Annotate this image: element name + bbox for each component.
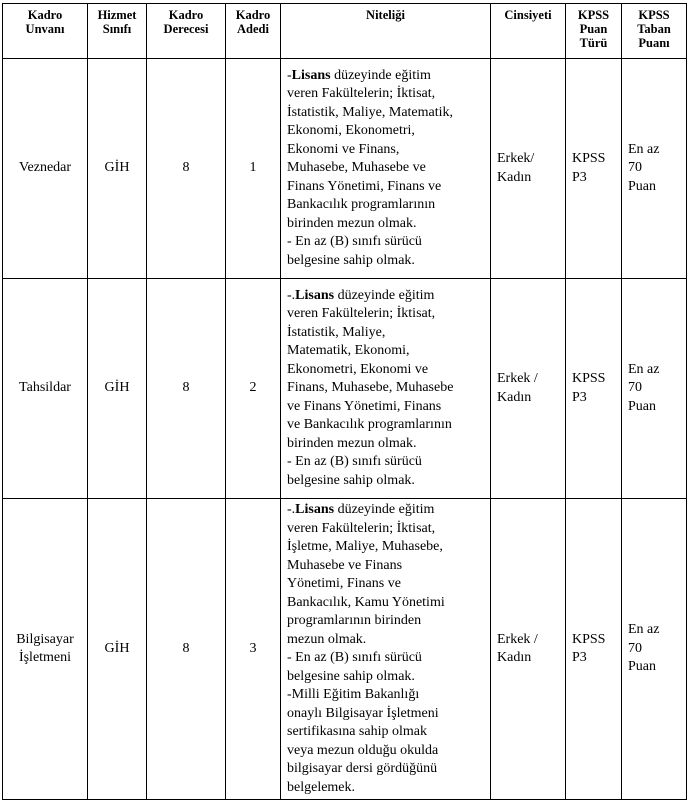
cell-kpss-puan-turu bbox=[566, 59, 622, 279]
cell-line: Unvanı bbox=[25, 22, 65, 36]
cell-kadro-derecesi: 8 bbox=[147, 59, 226, 279]
cell-kpss-taban-puani bbox=[622, 499, 687, 800]
header-row bbox=[3, 4, 687, 59]
cell-kadro-unvani bbox=[3, 59, 88, 279]
cell-line: P3 bbox=[572, 650, 587, 665]
header-niteligi bbox=[281, 4, 491, 59]
cell-line: Hizmet bbox=[97, 8, 137, 22]
nitelik-first-line: -.Lisans düzeyinde eğitim bbox=[287, 502, 435, 517]
cell-line: Erkek/ bbox=[497, 151, 535, 166]
cell-line: 70 bbox=[628, 380, 642, 396]
cell-line: Taban bbox=[637, 22, 671, 36]
nitelik-line: İstatistik, Maliye, bbox=[287, 324, 386, 340]
nitelik-line: veren Fakültelerin; İktisat, bbox=[287, 520, 436, 536]
header-kpss-taban-puani bbox=[622, 4, 687, 59]
nitelik-line: onaylı Bilgisayar İşletmeni bbox=[287, 705, 439, 721]
cell-cinsiyeti bbox=[491, 59, 566, 279]
cell-line: Kadro bbox=[168, 8, 204, 22]
cell-line: Puan bbox=[579, 22, 608, 36]
nitelik-line: Bankacılık programlarının bbox=[287, 197, 436, 213]
cell-line: KPSS bbox=[572, 631, 606, 647]
header-cinsiyeti bbox=[491, 4, 566, 59]
cell-line: KPSS bbox=[572, 371, 606, 386]
cell-line: Cinsiyeti bbox=[504, 8, 552, 22]
nitelik-first-line: -.Lisans düzeyinde eğitim bbox=[287, 287, 435, 303]
cell-line: Derecesi bbox=[163, 22, 209, 36]
header-kadro-adedi bbox=[226, 4, 281, 59]
nitelik-line: İstatistik, Maliye, Matematik, bbox=[287, 104, 454, 120]
nitelik-line: veya mezun olduğu okulda bbox=[287, 742, 439, 758]
cell-kadro-derecesi: 8 bbox=[147, 499, 226, 800]
cell-line: 70 bbox=[628, 160, 642, 176]
nitelik-line: veren Fakültelerin; İktisat, bbox=[287, 86, 436, 102]
cell-line: KPSS bbox=[572, 151, 606, 166]
nitelik-line: bilgisayar dersi gördüğünü bbox=[287, 761, 438, 776]
cell-line: Puan bbox=[628, 398, 656, 414]
nitelik-line: ve Bankacılık programlarının bbox=[287, 417, 452, 433]
cell-kadro-unvani bbox=[3, 279, 88, 499]
nitelik-line: Muhasebe ve Finans bbox=[287, 557, 403, 573]
nitelik-line: Ekonomi ve Finans, bbox=[287, 141, 400, 157]
cell-line: Adedi bbox=[237, 22, 269, 36]
nitelik-line: Bankacılık, Kamu Yönetimi bbox=[287, 594, 445, 610]
table-row bbox=[3, 59, 687, 279]
nitelik-line: - En az (B) sınıfı sürücü bbox=[287, 234, 422, 250]
cell-line: En az bbox=[628, 141, 660, 157]
cell-kadro-derecesi: 8 bbox=[147, 279, 226, 499]
cell-kpss-puan-turu bbox=[566, 279, 622, 499]
cell-line: Kadro bbox=[27, 8, 63, 22]
cell-kadro-adedi: 1 bbox=[226, 59, 281, 279]
cell-line: Kadın bbox=[497, 389, 532, 405]
table-body bbox=[3, 59, 687, 800]
cell-line: Türü bbox=[579, 36, 608, 50]
cell-line: Sınıfı bbox=[102, 22, 132, 36]
cell-line: Kadın bbox=[497, 650, 532, 665]
nitelik-line: birinden mezun olmak. bbox=[287, 435, 417, 451]
cell-line: Veznedar bbox=[18, 160, 72, 176]
cell-kpss-puan-turu bbox=[566, 499, 622, 800]
cell-line: İşletmeni bbox=[18, 650, 72, 665]
nitelik-line: Ekonometri, Ekonomi ve bbox=[287, 361, 429, 377]
cell-line: Puan bbox=[628, 659, 656, 675]
cell-hizmet-sinifi: GİH bbox=[88, 279, 147, 499]
nitelik-line: Finans, Muhasebe, Muhasebe bbox=[287, 380, 454, 396]
nitelik-line: sertifikasına sahip olmak bbox=[287, 724, 427, 739]
nitelik-line: İşletme, Maliye, Muhasebe, bbox=[287, 539, 443, 554]
nitelik-first-line: -Lisans düzeyinde eğitim bbox=[287, 67, 431, 83]
cell-line: Niteliği bbox=[366, 8, 405, 22]
header-kadro-unvani bbox=[3, 4, 88, 59]
cell-kpss-taban-puani bbox=[622, 59, 687, 279]
cell-line: P3 bbox=[572, 169, 587, 185]
nitelik-line: belgelemek. bbox=[287, 779, 356, 795]
cell-line: Puan bbox=[628, 178, 656, 194]
cell-line: KPSS bbox=[638, 8, 670, 22]
cell-line: Tahsildar bbox=[19, 380, 71, 396]
cell-cinsiyeti bbox=[491, 499, 566, 800]
cell-line: KPSS bbox=[577, 8, 610, 22]
cell-line: P3 bbox=[572, 389, 587, 405]
cell-niteligi bbox=[281, 59, 491, 279]
cell-line: Kadın bbox=[497, 169, 532, 185]
cell-line: En az bbox=[628, 622, 660, 638]
nitelik-line: - En az (B) sınıfı sürücü bbox=[287, 650, 422, 665]
header-hizmet-sinifi bbox=[88, 4, 147, 59]
nitelik-line: Matematik, Ekonomi, bbox=[287, 343, 410, 359]
nitelik-line: birinden mezun olmak. bbox=[287, 215, 417, 231]
nitelik-line: Yönetimi, Finans ve bbox=[287, 576, 401, 591]
kadro-table bbox=[2, 3, 687, 800]
nitelik-line: ve Finans Yönetimi, Finans bbox=[287, 398, 442, 414]
table-row bbox=[3, 499, 687, 800]
nitelik-line: programlarının birinden bbox=[287, 613, 422, 628]
header-kadro-derecesi bbox=[147, 4, 226, 59]
cell-kadro-adedi: 3 bbox=[226, 499, 281, 800]
nitelik-line: Muhasebe, Muhasebe ve bbox=[287, 160, 426, 176]
cell-kadro-unvani bbox=[3, 499, 88, 800]
nitelik-line: veren Fakültelerin; İktisat, bbox=[287, 306, 436, 322]
cell-line: Erkek / bbox=[497, 371, 538, 386]
nitelik-line: belgesine sahip olmak. bbox=[287, 472, 415, 488]
nitelik-line: Finans Yönetimi, Finans ve bbox=[287, 178, 442, 194]
cell-hizmet-sinifi: GİH bbox=[88, 499, 147, 800]
cell-cinsiyeti bbox=[491, 279, 566, 499]
cell-line: Puanı bbox=[638, 36, 670, 50]
nitelik-line: belgesine sahip olmak. bbox=[287, 668, 415, 684]
table-row bbox=[3, 279, 687, 499]
cell-line: 70 bbox=[628, 640, 642, 656]
cell-line: Bilgisayar bbox=[16, 631, 74, 647]
cell-line: Kadro bbox=[235, 8, 271, 22]
cell-niteligi bbox=[281, 499, 491, 800]
cell-niteligi bbox=[281, 279, 491, 499]
nitelik-line: belgesine sahip olmak. bbox=[287, 252, 415, 268]
nitelik-line: - En az (B) sınıfı sürücü bbox=[287, 454, 422, 470]
nitelik-line: mezun olmak. bbox=[287, 631, 367, 647]
cell-line: En az bbox=[628, 361, 660, 377]
header-kpss-puan-turu bbox=[566, 4, 622, 59]
nitelik-line: Ekonomi, Ekonometri, bbox=[287, 123, 415, 139]
cell-line: Erkek / bbox=[497, 631, 538, 647]
cell-hizmet-sinifi: GİH bbox=[88, 59, 147, 279]
cell-kadro-adedi: 2 bbox=[226, 279, 281, 499]
cell-kpss-taban-puani bbox=[622, 279, 687, 499]
nitelik-line: -Milli Eğitim Bakanlığı bbox=[287, 687, 420, 702]
